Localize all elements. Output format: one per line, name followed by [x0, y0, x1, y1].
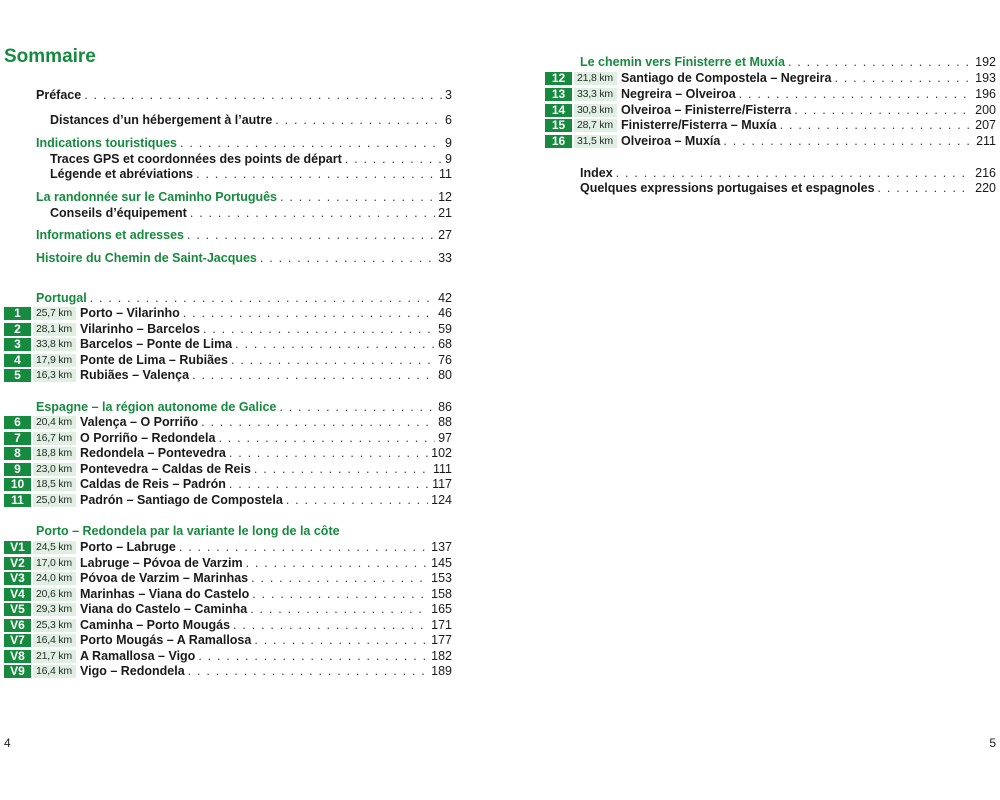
stage-distance: 17,9 km: [33, 354, 76, 367]
leader-dots: [196, 167, 436, 181]
stage-number-badge: V4: [4, 588, 31, 601]
toc-page-number: 3: [445, 88, 452, 102]
stage-number-badge: 14: [545, 104, 572, 117]
stage-number-badge: 12: [545, 72, 572, 85]
toc-page-number: 165: [431, 602, 452, 616]
leader-dots: [233, 618, 428, 632]
stage-name: Olveiroa – Finisterre/Fisterra: [621, 103, 792, 117]
stage-number-badge: 8: [4, 447, 31, 460]
toc-page-number: 33: [438, 251, 452, 265]
stage-distance: 24,5 km: [33, 541, 76, 554]
toc-entry-label: Traces GPS et coordonnées des points de départ: [50, 152, 342, 166]
toc-entry-label: Légende et abréviations: [50, 167, 194, 181]
stage-number-badge: 2: [4, 323, 31, 336]
leader-dots: [616, 166, 972, 180]
stage-distance: 20,4 km: [33, 416, 76, 429]
toc-page-number: 207: [975, 118, 996, 132]
toc-entry-index[interactable]: [580, 164, 996, 180]
leader-dots: [201, 415, 435, 429]
toc-page-number: 200: [975, 103, 996, 117]
toc-entry-conseils[interactable]: [50, 204, 452, 220]
stage-distance: 25,7 km: [33, 307, 76, 320]
toc-entry-preface[interactable]: [36, 86, 452, 102]
section-heading-label: Portugal: [36, 291, 87, 305]
leader-dots: [188, 664, 428, 678]
toc-page-number: 137: [431, 540, 452, 554]
stage-number-badge: 6: [4, 416, 31, 429]
toc-entry-label: Index: [580, 166, 613, 180]
toc-page-number: 88: [438, 415, 452, 429]
stage-name: Vigo – Redondela: [80, 664, 185, 678]
toc-page-number: 177: [431, 633, 452, 647]
stage-distance: 28,7 km: [574, 119, 617, 132]
stage-distance: 21,8 km: [574, 72, 617, 85]
leader-dots: [231, 353, 435, 367]
stage-row[interactable]: [4, 460, 452, 476]
stage-number-badge: V1: [4, 541, 31, 554]
toc-entry-histoire[interactable]: [36, 249, 452, 265]
leader-dots: [250, 602, 428, 616]
toc-page-number: 46: [438, 306, 452, 320]
toc-page-number: 182: [431, 649, 452, 663]
stage-distance: 33,8 km: [33, 338, 76, 351]
stage-number-badge: V9: [4, 665, 31, 678]
stage-distance: 18,5 km: [33, 478, 76, 491]
toc-entry-label: Informations et adresses: [36, 228, 184, 242]
stage-distance: 21,7 km: [33, 650, 76, 663]
leader-dots: [794, 103, 972, 117]
stage-row[interactable]: [4, 366, 452, 382]
leader-dots: [780, 118, 973, 132]
leader-dots: [183, 306, 435, 320]
leader-dots: [254, 462, 430, 476]
page-title: Sommaire: [4, 46, 96, 67]
section-heading-label: Le chemin vers Finisterre et Muxía: [580, 55, 785, 69]
stage-row[interactable]: [4, 351, 452, 367]
stage-distance: 17,0 km: [33, 557, 76, 570]
leader-dots: [279, 400, 435, 414]
stage-number-badge: 5: [4, 369, 31, 382]
stage-name: Porto – Vilarinho: [80, 306, 180, 320]
stage-number-badge: 10: [4, 478, 31, 491]
leader-dots: [345, 152, 442, 166]
leader-dots: [180, 136, 442, 150]
stage-distance: 29,3 km: [33, 603, 76, 616]
leader-dots: [878, 181, 973, 195]
toc-entry-expressions[interactable]: [580, 179, 996, 195]
stage-name: Labruge – Póvoa de Varzim: [80, 556, 243, 570]
toc-page-number: 124: [431, 493, 452, 507]
toc-page-number: 153: [431, 571, 452, 585]
stage-distance: 30,8 km: [574, 104, 617, 117]
stage-row[interactable]: [545, 116, 996, 132]
stage-name: Finisterre/Fisterra – Muxía: [621, 118, 777, 132]
section-heading-portugal[interactable]: [36, 289, 452, 305]
stage-number-badge: V5: [4, 603, 31, 616]
leader-dots: [251, 571, 428, 585]
toc-page-number: 196: [975, 87, 996, 101]
toc-page-number: 21: [438, 206, 452, 220]
stage-row[interactable]: [4, 538, 452, 554]
leader-dots: [788, 55, 972, 69]
toc-page-number: 216: [975, 166, 996, 180]
leader-dots: [739, 87, 972, 101]
leader-dots: [275, 113, 442, 127]
toc-entry-label: Préface: [36, 88, 82, 102]
leader-dots: [229, 477, 429, 491]
stage-row[interactable]: [4, 631, 452, 647]
leader-dots: [198, 649, 428, 663]
stage-row[interactable]: [4, 475, 452, 491]
toc-page-number: 158: [431, 587, 452, 601]
stage-number-badge: 1: [4, 307, 31, 320]
stage-row[interactable]: [4, 429, 452, 445]
toc-page-number: 117: [432, 477, 452, 491]
stage-distance: 33,3 km: [574, 88, 617, 101]
stage-distance: 16,3 km: [33, 369, 76, 382]
toc-page-number: 102: [431, 446, 452, 460]
toc-entry-informations[interactable]: [36, 226, 452, 242]
toc-entry-gps[interactable]: [50, 150, 452, 166]
toc-entry-distances[interactable]: [50, 111, 452, 127]
leader-dots: [723, 134, 973, 148]
section-heading-espagne[interactable]: [36, 398, 452, 414]
toc-page-number: 97: [438, 431, 452, 445]
toc-entry-label: Histoire du Chemin de Saint-Jacques: [36, 251, 257, 265]
toc-page-number: 171: [431, 618, 452, 632]
stage-row[interactable]: [4, 569, 452, 585]
stage-name: Pontevedra – Caldas de Reis: [80, 462, 251, 476]
leader-dots: [286, 493, 428, 507]
stage-number-badge: V2: [4, 557, 31, 570]
stage-row[interactable]: [4, 600, 452, 616]
stage-name: Santiago de Compostela – Negreira: [621, 71, 832, 85]
toc-page-number: 189: [431, 664, 452, 678]
toc-page-number: 27: [438, 228, 452, 242]
leader-dots: [179, 540, 428, 554]
section-heading-label: Porto – Redondela par la variante le long de la côte: [36, 524, 340, 538]
leader-dots: [84, 88, 442, 102]
stage-distance: 16,4 km: [33, 634, 76, 647]
toc-entry-label: Quelques expressions portugaises et espagnoles: [580, 181, 875, 195]
toc-page-number: 76: [438, 353, 452, 367]
stage-number-badge: 4: [4, 354, 31, 367]
stage-name: Vilarinho – Barcelos: [80, 322, 200, 336]
stage-name: Caldas de Reis – Padrón: [80, 477, 226, 491]
stage-number-badge: 16: [545, 135, 572, 148]
stage-row[interactable]: [4, 413, 452, 429]
leader-dots: [190, 206, 435, 220]
toc-page-number: 211: [976, 134, 996, 148]
toc-page-number: 11: [439, 167, 452, 181]
stage-name: A Ramallosa – Vigo: [80, 649, 196, 663]
section-heading-label: Espagne – la région autonome de Galice: [36, 400, 277, 414]
leader-dots: [218, 431, 435, 445]
toc-entry-label: Conseils d’équipement: [50, 206, 187, 220]
stage-name: Barcelos – Ponte de Lima: [80, 337, 233, 351]
stage-name: Porto Mougás – A Ramallosa: [80, 633, 252, 647]
stage-distance: 25,0 km: [33, 494, 76, 507]
toc-entry-legende[interactable]: [50, 165, 452, 181]
stage-name: Padrón – Santiago de Compostela: [80, 493, 283, 507]
section-heading-variante[interactable]: [36, 522, 452, 538]
stage-name: Marinhas – Viana do Castelo: [80, 587, 250, 601]
stage-name: Ponte de Lima – Rubiães: [80, 353, 228, 367]
section-heading-finisterre[interactable]: [580, 53, 996, 69]
toc-page-number: 68: [438, 337, 452, 351]
leader-dots: [187, 228, 435, 242]
toc-entry-label: Indications touristiques: [36, 136, 177, 150]
stage-number-badge: 9: [4, 463, 31, 476]
stage-number-badge: 7: [4, 432, 31, 445]
stage-name: Porto – Labruge: [80, 540, 176, 554]
toc-page-number: 111: [432, 462, 452, 476]
toc-page-number: 12: [438, 190, 452, 204]
toc-entry-label: Distances d’un hébergement à l’autre: [50, 113, 273, 127]
stage-name: Caminha – Porto Mougás: [80, 618, 231, 632]
toc-entry-label: La randonnée sur le Caminho Português: [36, 190, 278, 204]
stage-name: Olveiroa – Muxía: [621, 134, 721, 148]
stage-distance: 16,7 km: [33, 432, 76, 445]
stage-row[interactable]: [4, 647, 452, 663]
stage-name: Rubiães – Valença: [80, 368, 190, 382]
stage-distance: 24,0 km: [33, 572, 76, 585]
stage-name: Valença – O Porriño: [80, 415, 199, 429]
stage-number-badge: 3: [4, 338, 31, 351]
right-page-number: 5: [989, 736, 996, 750]
stage-row[interactable]: [4, 444, 452, 460]
toc-page-number: 9: [445, 152, 452, 166]
toc-page-number: 86: [438, 400, 452, 414]
stage-name: Póvoa de Varzim – Marinhas: [80, 571, 249, 585]
stage-row[interactable]: [4, 491, 452, 507]
stage-row[interactable]: [545, 132, 996, 148]
toc-page-number: 192: [975, 55, 996, 69]
stage-number-badge: 11: [4, 494, 31, 507]
stage-number-badge: V7: [4, 634, 31, 647]
leader-dots: [260, 251, 435, 265]
toc-page-number: 42: [438, 291, 452, 305]
stage-distance: 31,5 km: [574, 135, 617, 148]
toc-page-number: 80: [438, 368, 452, 382]
stage-row[interactable]: [4, 662, 452, 678]
stage-number-badge: 13: [545, 88, 572, 101]
stage-row[interactable]: [4, 320, 452, 336]
stage-number-badge: V8: [4, 650, 31, 663]
toc-page-number: 9: [445, 136, 452, 150]
stage-row[interactable]: [4, 554, 452, 570]
stage-number-badge: V6: [4, 619, 31, 632]
leader-dots: [246, 556, 429, 570]
left-page-number: 4: [4, 736, 11, 750]
stage-row[interactable]: [545, 85, 996, 101]
stage-distance: 28,1 km: [33, 323, 76, 336]
stage-number-badge: V3: [4, 572, 31, 585]
stage-distance: 25,3 km: [33, 619, 76, 632]
stage-name: Negreira – Olveiroa: [621, 87, 736, 101]
stage-row[interactable]: [4, 585, 452, 601]
stage-distance: 23,0 km: [33, 463, 76, 476]
stage-name: Redondela – Pontevedra: [80, 446, 226, 460]
stage-row[interactable]: [4, 616, 452, 632]
stage-row[interactable]: [545, 101, 996, 117]
toc-page-number: 193: [975, 71, 996, 85]
stage-row[interactable]: [4, 304, 452, 320]
stage-name: Viana do Castelo – Caminha: [80, 602, 248, 616]
leader-dots: [203, 322, 435, 336]
stage-distance: 16,4 km: [33, 665, 76, 678]
leader-dots: [192, 368, 435, 382]
toc-entry-indications[interactable]: [36, 134, 452, 150]
toc-page-number: 220: [975, 181, 996, 195]
leader-dots: [834, 71, 972, 85]
stage-row[interactable]: [4, 335, 452, 351]
leader-dots: [229, 446, 428, 460]
leader-dots: [90, 291, 435, 305]
toc-page-number: 59: [438, 322, 452, 336]
stage-distance: 18,8 km: [33, 447, 76, 460]
toc-page-number: 6: [445, 113, 452, 127]
leader-dots: [280, 190, 435, 204]
toc-entry-randonnee[interactable]: [36, 188, 452, 204]
toc-page-number: 145: [431, 556, 452, 570]
stage-distance: 20,6 km: [33, 588, 76, 601]
stage-row[interactable]: [545, 69, 996, 85]
stage-name: O Porriño – Redondela: [80, 431, 216, 445]
leader-dots: [235, 337, 435, 351]
leader-dots: [254, 633, 428, 647]
leader-dots: [252, 587, 428, 601]
stage-number-badge: 15: [545, 119, 572, 132]
